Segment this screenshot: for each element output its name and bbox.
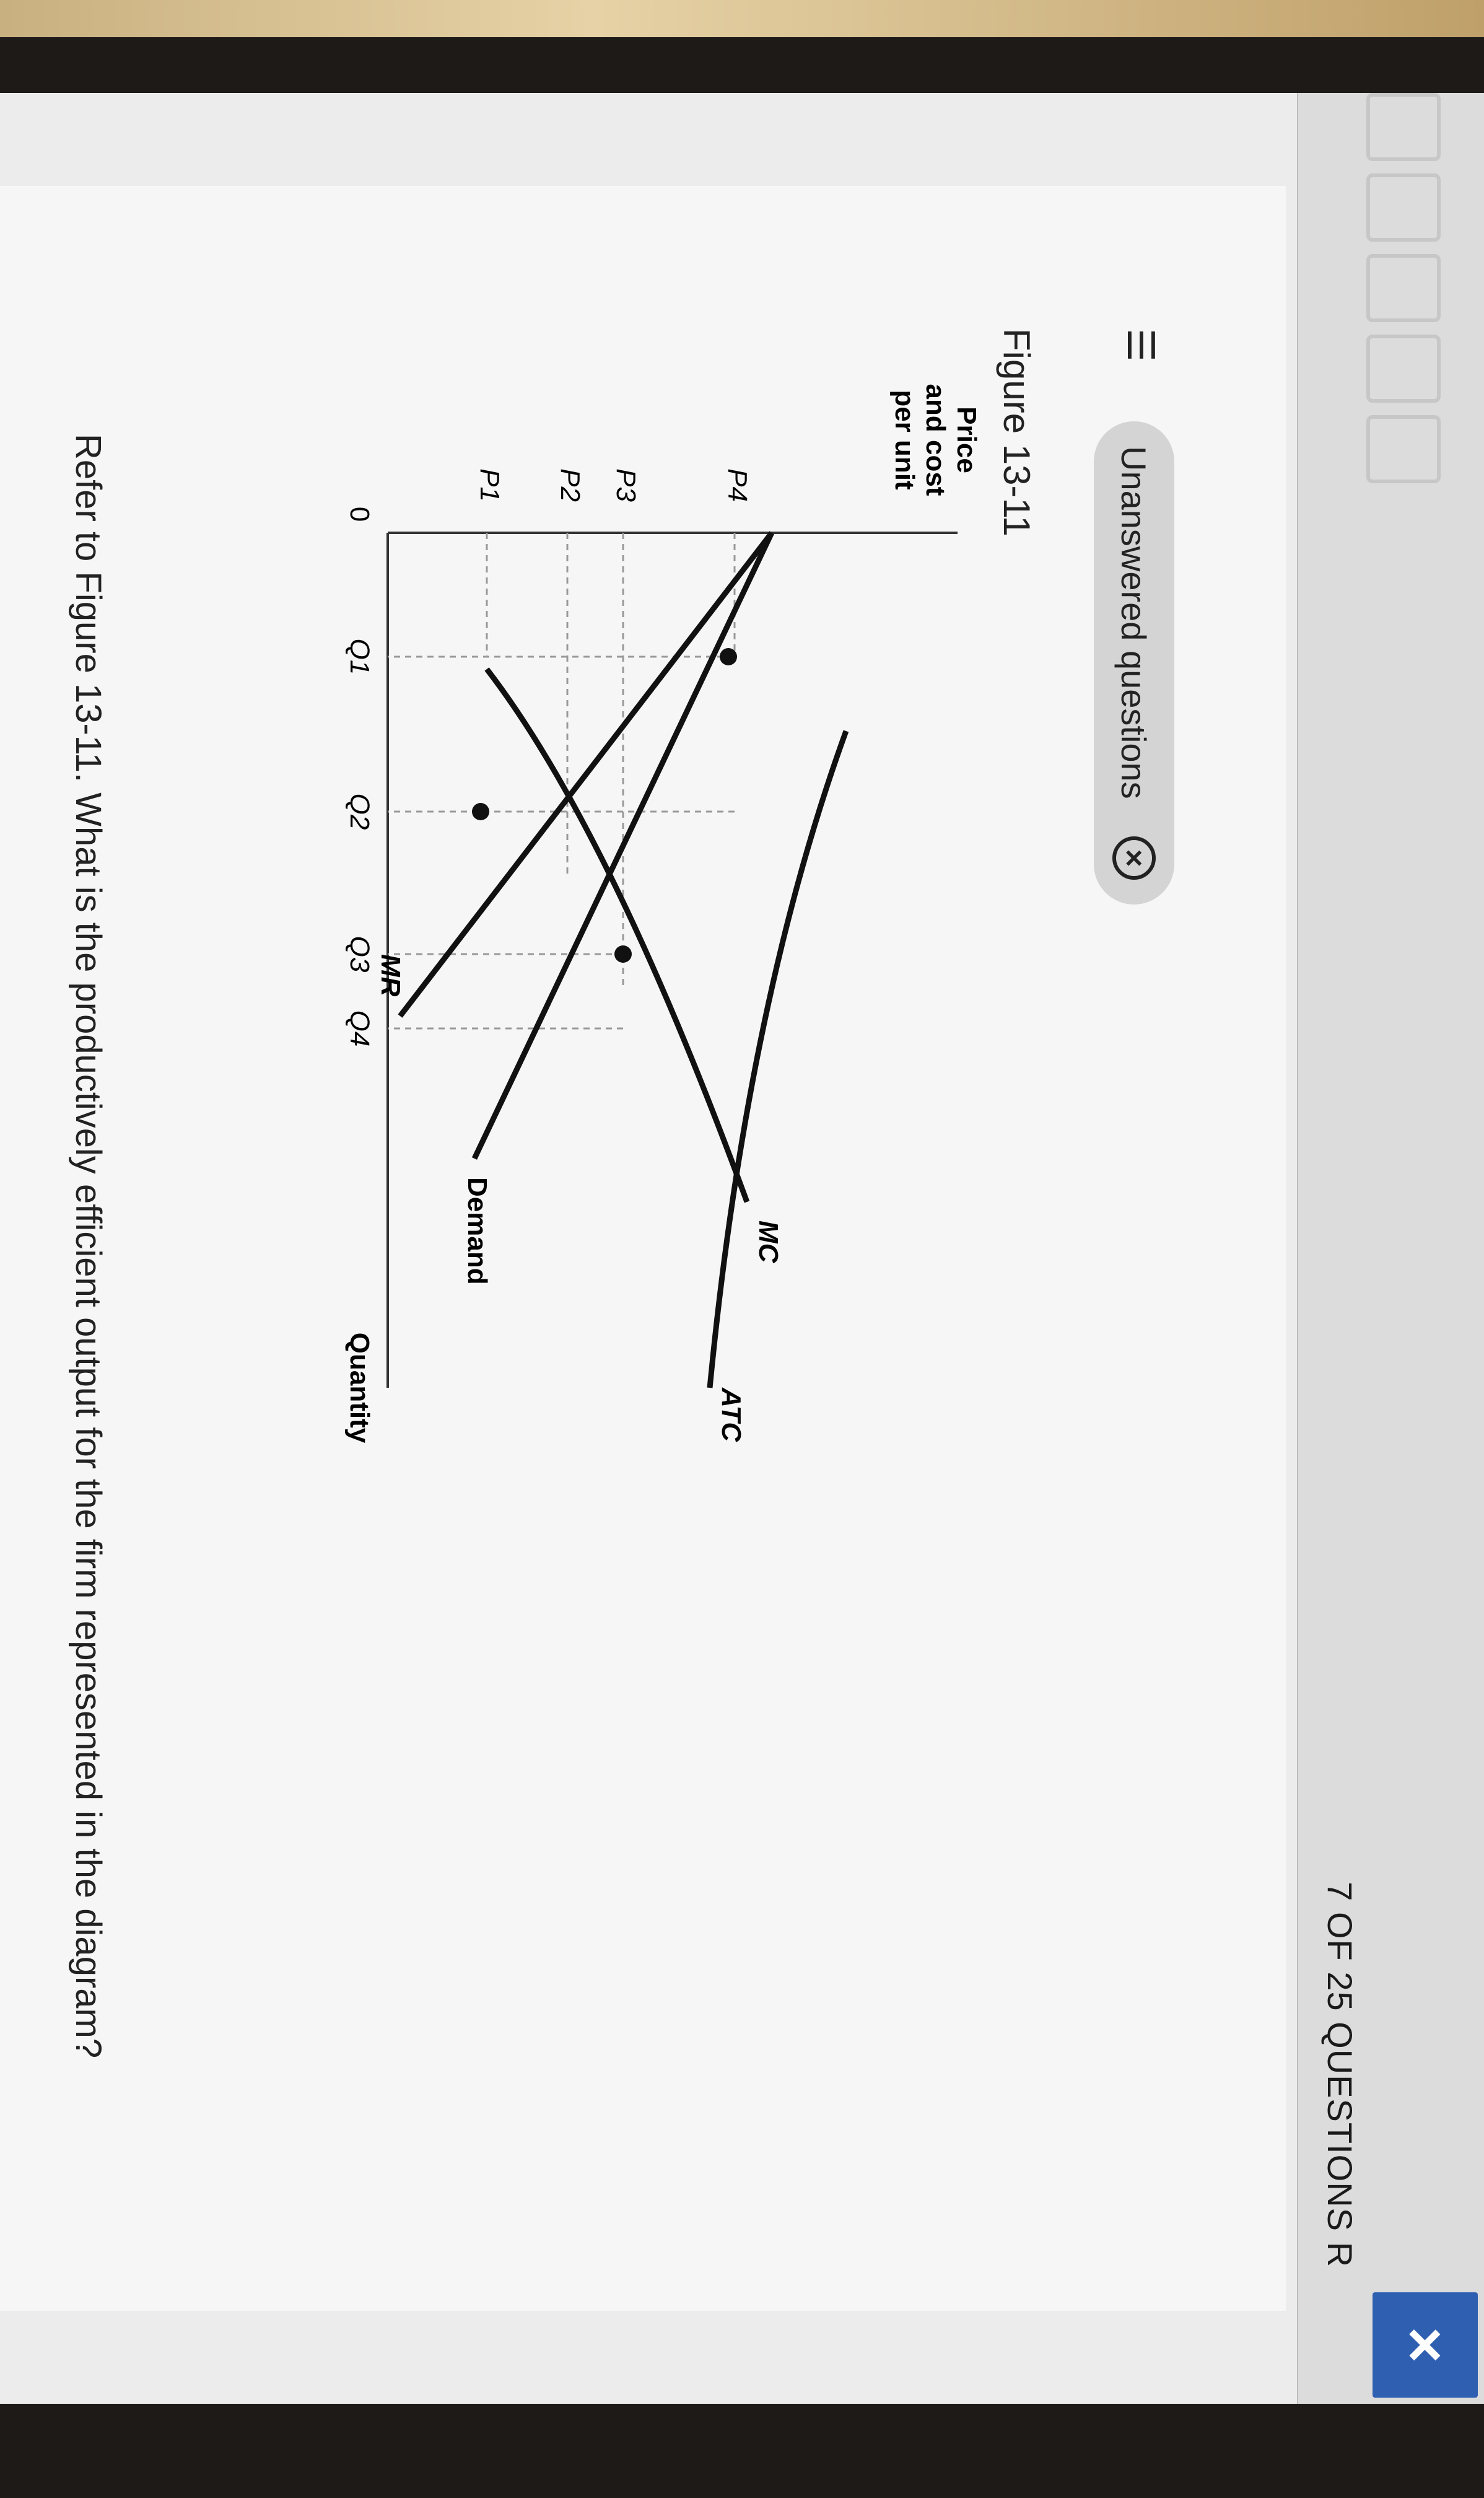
question-text: Refer to Figure 13-11. What is the productively efficient output for the firm represented in the diagram? [68,434,108,2059]
mr-curve [400,533,772,1016]
tool-icon[interactable] [1366,93,1441,161]
tool-icon[interactable] [1366,173,1441,242]
y-tick-p2: P2 [555,468,585,502]
point-atc-demand [720,648,737,665]
laptop-edge [0,2404,1484,2498]
atc-curve [710,731,846,1388]
mr-label: MR [375,954,406,997]
clear-filter-icon[interactable]: × [1112,836,1156,880]
y-tick-p1: P1 [474,468,505,502]
economics-diagram [128,335,995,1574]
tool-icon[interactable] [1366,254,1441,322]
close-icon: × [1390,2326,1460,2364]
question-counter: 7 OF 25 QUESTIONS R [1320,1882,1360,2268]
x-axis-label: Quantity [344,1332,375,1444]
demand-label: Demand [462,1177,492,1285]
tool-icon[interactable] [1366,415,1441,483]
point-mc-mr [472,803,489,820]
y-axis-label-3: per unit [889,390,920,490]
x-tick-q3: Q3 [344,936,375,973]
unanswered-filter-pill[interactable] [1094,421,1174,905]
y-tick-p3: P3 [611,468,641,502]
point-mc-atc [614,945,632,963]
close-button[interactable] [1373,2292,1478,2398]
toolbar [1297,93,1484,2404]
y-tick-p4: P4 [722,468,753,502]
atc-label: ATC [716,1388,746,1442]
x-tick-q4: Q4 [344,1010,375,1047]
origin-label: 0 [344,506,375,522]
screen [0,93,1484,2404]
y-axis-label-1: Price [951,406,982,473]
question-panel [0,186,1286,2311]
mc-curve [487,669,747,1202]
filter-icon[interactable]: ☰ [1120,328,1161,362]
tool-icon[interactable] [1366,335,1441,403]
filter-label: Unanswered questions [1114,446,1154,799]
figure-title: Figure 13-11 [996,328,1037,537]
x-tick-q2: Q2 [344,793,375,830]
mc-label: MC [753,1221,783,1263]
toolbar-icons [1342,93,1441,589]
y-axis-label-2: and cost [920,383,951,496]
x-tick-q1: Q1 [344,638,375,675]
